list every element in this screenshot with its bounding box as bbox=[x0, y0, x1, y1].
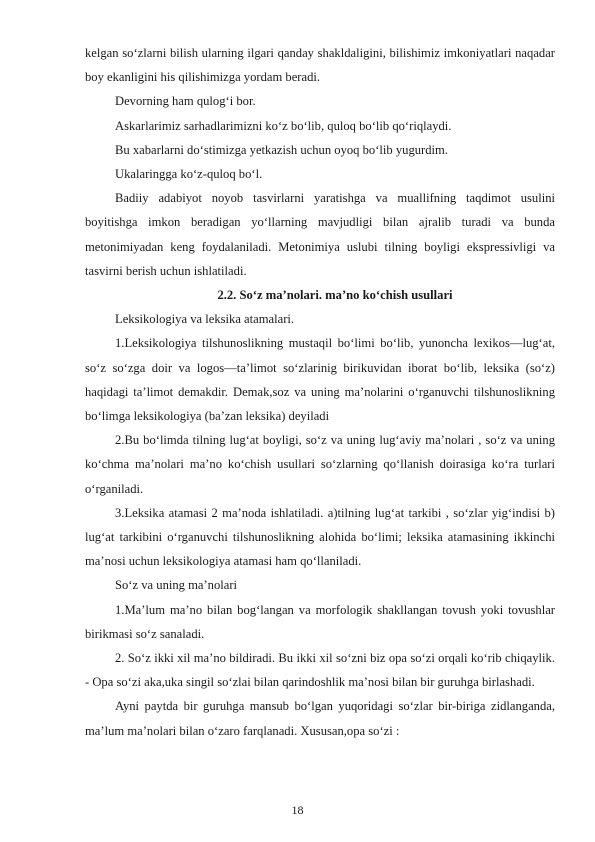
section-heading: 2.2. So‘z ma’nolari. ma’no ko‘chish usullari bbox=[217, 288, 453, 303]
document-page bbox=[85, 41, 555, 743]
example-sentence-2: Askarlarimiz sarhadlarimizni ko‘z bo‘lib, quloq bo‘lib qo‘riqlaydi. bbox=[115, 118, 452, 133]
example-sentence-1: Devorning ham qulog‘i bor. bbox=[115, 94, 256, 109]
paragraph-meaning-1: 1.Ma’lum ma’no bilan bog‘langan va morfologik shakllangan tovush yoki tovushlar birikmasi so‘z sanaladi. bbox=[85, 602, 555, 641]
paragraph-meaning-2: 2. So‘z ikki xil ma’no bildiradi. Bu ikki xil so‘zni biz opa so‘zi orqali ko‘rib chiqaylik. - Opa so‘zi aka,uka singil so‘zlai bilan qarindoshlik ma’nosi bilan bir guruhga birlashadi. bbox=[85, 651, 555, 690]
paragraph-point-1: 1.Leksikologiya tilshunoslikning mustaqil bo‘limi bo‘lib, yunoncha lexikos—lug‘at, so‘z so‘zga doir va logos—ta’limot so‘zlarinig birikuvidan iborat bo‘lib, leksika (so‘z) haqidagi ta’limot demakdir. Demak,soz va uning ma’nolarini o‘rganuvchi tilshunoslikning bo‘limga leksikologiya (ba’zan leksika) deyiladi bbox=[85, 336, 555, 424]
paragraph-point-2: 2.Bu bo‘limda tilning lug‘at boyligi, so‘z va uning lug‘aviy ma’nolari , so‘z va uning ko‘chma ma’nolari ma’no ko‘chish usullari so‘zlarning qo‘llanish doirasiga ko‘ra turlari o‘rganiladi. bbox=[85, 433, 555, 496]
example-sentence-3: Bu xabarlarni do‘stimizga yetkazish uchun oyoq bo‘lib yugurdim. bbox=[115, 142, 448, 157]
paragraph-terms: Leksikologiya va leksika atamalari. bbox=[115, 312, 295, 327]
example-sentence-4: Ukalaringga ko‘z-quloq bo‘l. bbox=[115, 167, 263, 182]
page-number: 18 bbox=[291, 803, 304, 817]
paragraph-metonymy: Badiiy adabiyot noyob tasvirlarni yaratishga va muallifning taqdimot usulini boyitishga imkon beradigan yo‘llarning mavjudligi bilan ajralib turadi va bunda metonimiyadan keng foydalaniladi. Metonimiya uslubi tilning boyligi ekspressivligi va tasvirni berish uchun ishlatiladi. bbox=[85, 191, 555, 278]
paragraph-meaning-3: Ayni paytda bir guruhga mansub bo‘lgan yuqoridagi so‘zlar bir-biriga zidlanganda, ma’lum ma’nolari bilan o‘zaro farqlanadi. Xususan,opa so‘zi : bbox=[85, 699, 555, 738]
paragraph-continuation: kelgan so‘zlarni bilish ularning ilgari qanday shakldaligini, bilishimiz imkoniyatlari naqadar boy ekanligini his qilishimizga yordam beradi. bbox=[85, 46, 555, 85]
paragraph-point-3: 3.Leksika atamasi 2 ma’noda ishlatiladi. a)tilning lug‘at tarkibi , so‘zlar yig‘indisi b) lug‘at tarkibini o‘rganuvchi tilshunoslikning alohida bo‘limi; leksika atamasining ikkinchi ma’nosi uchun leksikologiya atamasi ham qo‘llaniladi. bbox=[85, 505, 555, 569]
subheading-word-meanings: So‘z va uning ma’nolari bbox=[115, 578, 238, 593]
